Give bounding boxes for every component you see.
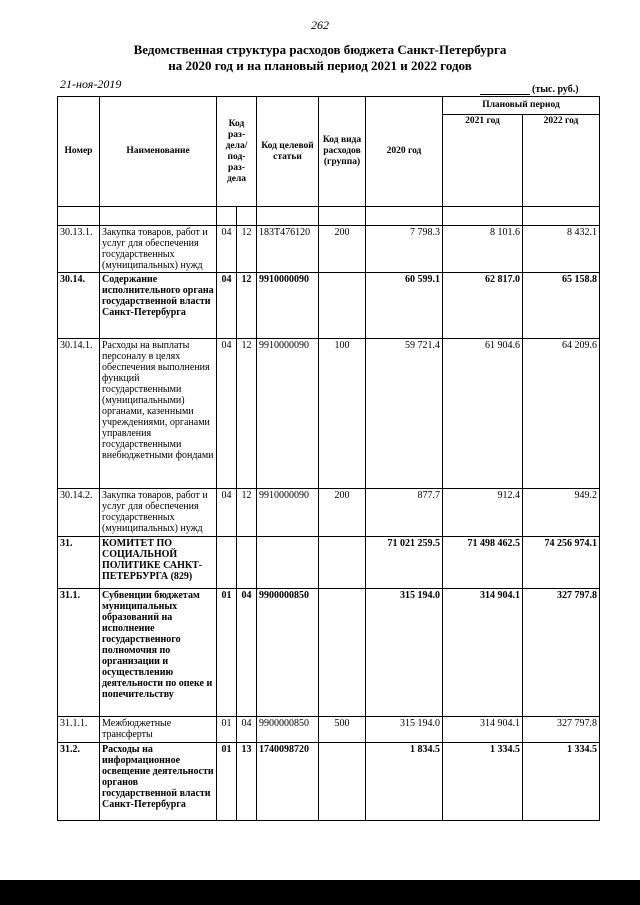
row-2020: 7 798.3 <box>366 226 443 273</box>
row-section: 04 <box>217 339 237 489</box>
row-2021: 1 334.5 <box>443 743 523 821</box>
row-target: 9910000090 <box>257 339 319 489</box>
row-name: Расходы на выплаты персоналу в целях обеспечения выполнения функций государственными (муниципальными) органами, казенными учреждениями, органами управления государственными внебюджетными фондами <box>100 339 217 489</box>
row-subsection: 12 <box>237 489 257 537</box>
row-target: 1740098720 <box>257 743 319 821</box>
row-expense-type: 200 <box>319 489 366 537</box>
row-number: 31.1.1. <box>58 717 100 743</box>
row-subsection: 04 <box>237 589 257 717</box>
row-subsection: 12 <box>237 226 257 273</box>
row-2020: 1 834.5 <box>366 743 443 821</box>
row-section: 01 <box>217 589 237 717</box>
page-number: 262 <box>311 18 329 32</box>
row-2022: 8 432.1 <box>523 226 600 273</box>
row-number: 30.14. <box>58 273 100 339</box>
row-number: 30.14.2. <box>58 489 100 537</box>
row-subsection: 04 <box>237 717 257 743</box>
table-row <box>58 537 600 589</box>
row-2020: 315 194.0 <box>366 717 443 743</box>
row-2021: 71 498 462.5 <box>443 537 523 589</box>
row-2022: 949.2 <box>523 489 600 537</box>
row-name: Расходы на информационное освещение деятельности органов государственной власти Санкт-Петербурга <box>100 743 217 821</box>
row-2021: 912.4 <box>443 489 523 537</box>
row-expense-type <box>319 537 366 589</box>
row-target: 9900000850 <box>257 589 319 717</box>
document-title <box>0 42 640 74</box>
row-2020: 59 721.4 <box>366 339 443 489</box>
row-2021: 61 904.6 <box>443 339 523 489</box>
row-name: Субвенции бюджетам муниципальных образований на исполнение государственного полномочия по организации и осуществлению деятельности по опеке и попечительству <box>100 589 217 717</box>
row-2021: 62 817.0 <box>443 273 523 339</box>
row-2022: 65 158.8 <box>523 273 600 339</box>
table-row <box>58 339 600 489</box>
row-subsection <box>237 537 257 589</box>
table-row <box>58 717 600 743</box>
row-2022: 327 797.8 <box>523 717 600 743</box>
row-name: Межбюджетные трансферты <box>100 717 217 743</box>
budget-table <box>57 96 600 821</box>
row-subsection: 13 <box>237 743 257 821</box>
row-target: 9900000850 <box>257 717 319 743</box>
row-2021: 314 904.1 <box>443 717 523 743</box>
row-expense-type <box>319 589 366 717</box>
table-row <box>58 743 600 821</box>
row-subsection: 12 <box>237 339 257 489</box>
col-header-name: Наименование <box>100 97 217 207</box>
row-subsection: 12 <box>237 273 257 339</box>
row-2020: 60 599.1 <box>366 273 443 339</box>
scan-edge-bar <box>0 880 640 905</box>
title-line-2: на 2020 год и на плановый период 2021 и 2022 годов <box>168 58 472 73</box>
col-header-2020: 2020 год <box>366 97 443 207</box>
row-2022: 1 334.5 <box>523 743 600 821</box>
row-expense-type <box>319 273 366 339</box>
row-target: 9910000090 <box>257 489 319 537</box>
col-header-expense-type: Код вида расходов (группа) <box>319 97 366 207</box>
row-number: 30.13.1. <box>58 226 100 273</box>
row-name: Содержание исполнительного органа государственной власти Санкт-Петербурга <box>100 273 217 339</box>
row-number: 30.14.1. <box>58 339 100 489</box>
table-row <box>58 273 600 339</box>
row-number: 31. <box>58 537 100 589</box>
row-name: КОМИТЕТ ПО СОЦИАЛЬНОЙ ПОЛИТИКЕ САНКТ-ПЕТЕРБУРГА (829) <box>100 537 217 589</box>
row-target <box>257 537 319 589</box>
row-name: Закупка товаров, работ и услуг для обеспечения государственных (муниципальных) нужд <box>100 489 217 537</box>
table-row <box>58 226 600 273</box>
row-2020: 877.7 <box>366 489 443 537</box>
row-section: 01 <box>217 743 237 821</box>
row-2020: 315 194.0 <box>366 589 443 717</box>
col-header-section: Код раз- дела/ под- раз- дела <box>217 97 257 207</box>
row-number: 31.1. <box>58 589 100 717</box>
col-header-2022: 2022 год <box>523 115 600 207</box>
col-header-2021: 2021 год <box>443 115 523 207</box>
row-section: 04 <box>217 489 237 537</box>
col-header-number: Номер <box>58 97 100 207</box>
row-target: 183Т476120 <box>257 226 319 273</box>
row-section: 04 <box>217 226 237 273</box>
col-header-target: Код целевой статьи <box>257 97 319 207</box>
row-expense-type: 200 <box>319 226 366 273</box>
spacer-row <box>58 207 600 226</box>
row-section: 04 <box>217 273 237 339</box>
row-2021: 8 101.6 <box>443 226 523 273</box>
row-expense-type: 500 <box>319 717 366 743</box>
row-number: 31.2. <box>58 743 100 821</box>
row-target: 9910000090 <box>257 273 319 339</box>
row-expense-type <box>319 743 366 821</box>
row-2022: 74 256 974.1 <box>523 537 600 589</box>
units-underline <box>480 94 530 95</box>
col-header-planned-period: Плановый период <box>443 97 600 115</box>
row-section: 01 <box>217 717 237 743</box>
row-2022: 327 797.8 <box>523 589 600 717</box>
row-section <box>217 537 237 589</box>
row-name: Закупка товаров, работ и услуг для обеспечения государственных (муниципальных) нужд <box>100 226 217 273</box>
row-2020: 71 021 259.5 <box>366 537 443 589</box>
row-expense-type: 100 <box>319 339 366 489</box>
row-2022: 64 209.6 <box>523 339 600 489</box>
title-line-1: Ведомственная структура расходов бюджета Санкт-Петербурга <box>133 42 507 57</box>
table-row <box>58 489 600 537</box>
units-label: (тыс. руб.) <box>532 84 579 95</box>
document-date: 21-ноя-2019 <box>60 77 122 91</box>
table-row <box>58 589 600 717</box>
row-2021: 314 904.1 <box>443 589 523 717</box>
